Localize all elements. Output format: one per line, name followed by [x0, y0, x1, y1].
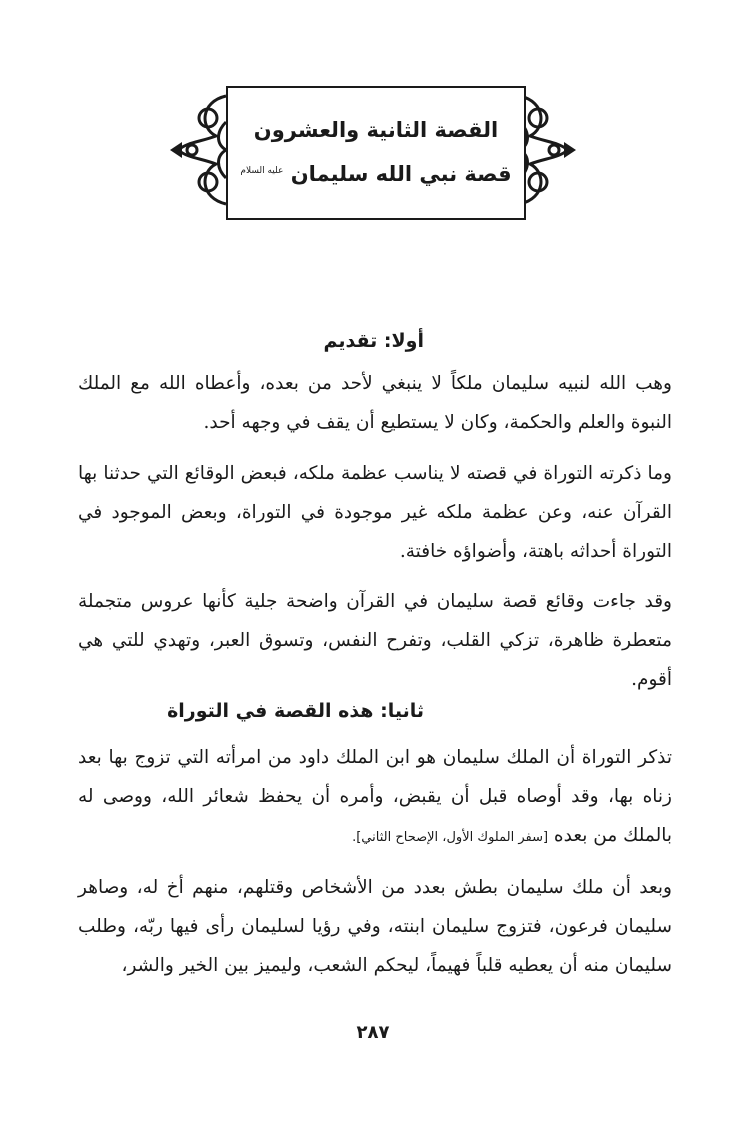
section-heading-intro: أولا: تقديم [323, 330, 424, 352]
paragraph: وهب الله لنبيه سليمان ملكاً لا ينبغي لأحد من بعده، وأعطاه الله مع الملك النبوة والعلم والحكمة، وكان لا يستطيع أن يقف في وجهه أحد. [78, 373, 672, 433]
story-name: قصة نبي الله سليمان [290, 162, 512, 186]
paragraph-text: تذكر التوراة أن الملك سليمان هو ابن الملك داود من امرأته التي تزوج بها بعد زناه بها، وقد أوصاه قبل أن يقبض، وأمره أن يحفظ شعائر الله، ووصى له بالملك من بعده [78, 747, 672, 846]
section-heading-torah: ثانيا: هذه القصة في التوراة [167, 700, 424, 722]
title-frame [226, 86, 526, 220]
paragraph: وبعد أن ملك سليمان بطش بعدد من الأشخاص وقتلهم، منهم أخ له، وصاهر سليمان فرعون، فتزوج سليمان ابنته، وفي رؤيا لسليمان رأى فيها ربّه، وطلب سليمان منه أن يعطيه قلباً فهيماً، ليحكم الشعب، وليميز بين الخير والشر، [78, 877, 672, 976]
paragraph: وقد جاءت وقائع قصة سليمان في القرآن واضحة جلية كأنها عروس متجملة متعطرة ظاهرة، تزكي القلب، وتفرح النفس، وتسوق العبر، وتهدي للتي هي أقوم. [78, 591, 672, 690]
story-name-title [228, 162, 524, 186]
paragraph [78, 738, 672, 857]
honorific-glyph: عليه السلام [240, 166, 284, 176]
paragraph: وما ذكرته التوراة في قصته لا يناسب عظمة ملكه، فبعض الوقائع التي حدثنا بها القرآن عنه، وعن عظمة ملكه غير موجودة في التوراة، وبعض الموجود في التوراة أحداثه باهتة، وأضواؤه خافتة. [78, 463, 672, 562]
story-number-title: القصة الثانية والعشرون [253, 118, 499, 142]
page-number: ٢٨٧ [356, 1022, 390, 1043]
source-reference: [سفر الملوك الأول، الإصحاح الثاني]. [352, 830, 549, 845]
